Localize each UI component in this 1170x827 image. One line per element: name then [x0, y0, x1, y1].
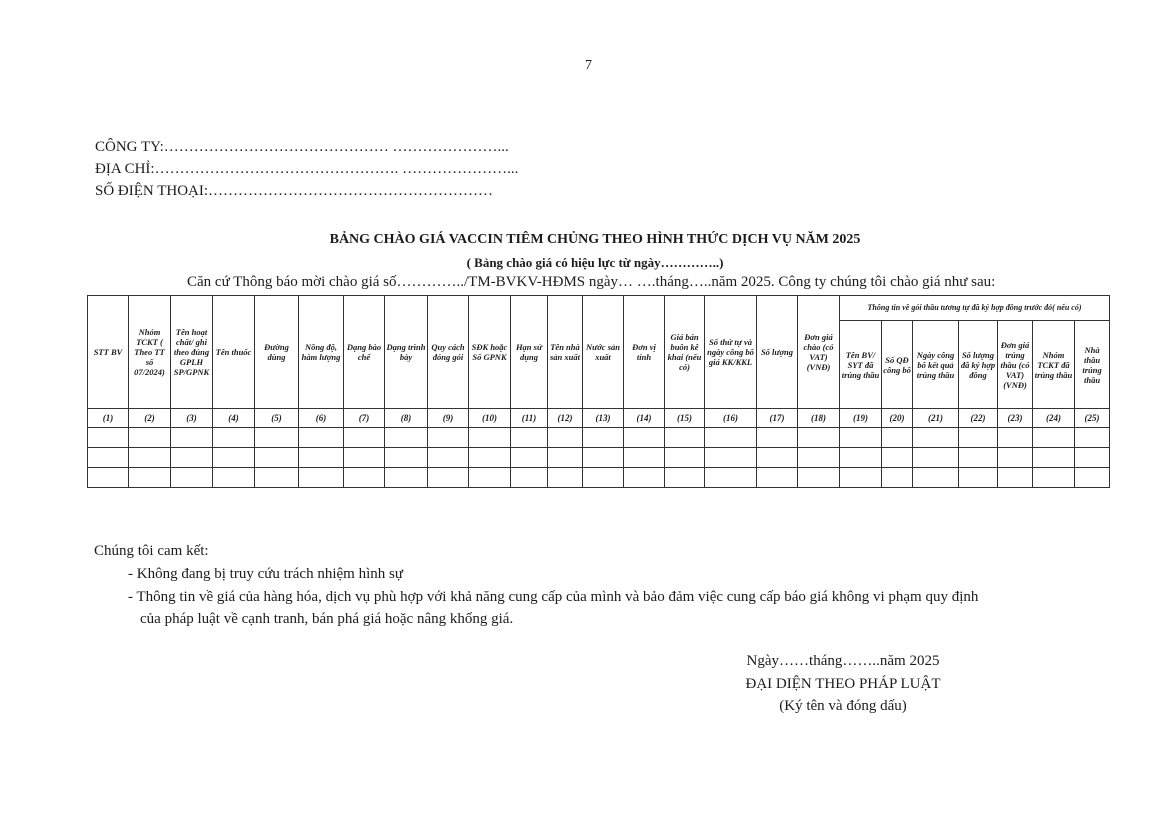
column-number-cell: (13) — [583, 409, 624, 428]
table-cell — [511, 468, 548, 488]
table-cell — [171, 448, 213, 468]
table-cell — [511, 448, 548, 468]
table-cell — [913, 428, 959, 448]
table-cell — [299, 448, 344, 468]
commitment-item-continuation: của pháp luật về cạnh tranh, bán phá giá hoặc nâng khống giá. — [140, 611, 514, 627]
header-cell: Giá bán buôn kê khai (nếu có) — [665, 296, 705, 409]
table-cell — [1075, 448, 1110, 468]
header-cell: Đơn giá chào (có VAT) (VNĐ) — [798, 296, 840, 409]
table-cell — [757, 428, 798, 448]
table-cell — [624, 448, 665, 468]
table-cell — [469, 448, 511, 468]
column-number-cell: (16) — [705, 409, 757, 428]
header-cell: Tên hoạt chất/ ghi theo đúng GPLH SP/GPNK — [171, 296, 213, 409]
table-cell — [840, 448, 882, 468]
table-cell — [705, 428, 757, 448]
header-cell: Số thứ tự và ngày công bố giá KK/KKL — [705, 296, 757, 409]
table-cell — [913, 448, 959, 468]
table-cell — [665, 468, 705, 488]
page-number: 7 — [585, 58, 592, 73]
company-phone-line: SỐ ĐIỆN THOẠI:………………………………………………… — [95, 183, 494, 199]
column-number-cell: (7) — [344, 409, 385, 428]
table-row — [88, 428, 1110, 448]
table-cell — [998, 448, 1033, 468]
table-cell — [428, 448, 469, 468]
table-cell — [385, 468, 428, 488]
commitment-item: - Không đang bị truy cứu trách nhiệm hình sự — [128, 566, 403, 582]
signature-date-line: Ngày……tháng……..năm 2025 — [746, 653, 940, 669]
column-number-cell: (11) — [511, 409, 548, 428]
column-number-cell: (4) — [213, 409, 255, 428]
table-cell — [213, 448, 255, 468]
commitment-title: Chúng tôi cam kết: — [94, 543, 209, 559]
table-cell — [998, 468, 1033, 488]
column-number-cell: (12) — [548, 409, 583, 428]
table-cell — [255, 468, 299, 488]
table-cell — [255, 448, 299, 468]
signature-note: (Ký tên và đóng dấu) — [779, 698, 907, 714]
price-quote-table — [87, 295, 1110, 488]
column-number-cell: (24) — [1033, 409, 1075, 428]
table-cell — [299, 428, 344, 448]
table-cell — [171, 468, 213, 488]
header-cell: Nồng độ, hàm lượng — [299, 296, 344, 409]
table-cell — [882, 468, 913, 488]
column-number-cell: (25) — [1075, 409, 1110, 428]
header-cell: Quy cách đóng gói — [428, 296, 469, 409]
table-cell — [959, 428, 998, 448]
table-cell — [171, 428, 213, 448]
table-cell — [583, 428, 624, 448]
table-cell — [583, 448, 624, 468]
table-cell — [1033, 468, 1075, 488]
table-cell — [624, 468, 665, 488]
column-number-cell: (6) — [299, 409, 344, 428]
header-cell: Số lượng — [757, 296, 798, 409]
column-number-cell: (2) — [129, 409, 171, 428]
header-cell: Dạng bào chế — [344, 296, 385, 409]
basis-statement: Căn cứ Thông báo mời chào giá số…………../TM-BVKV-HĐMS ngày… ….tháng…..năm 2025. Công ty chúng tôi chào giá như sau: — [187, 274, 996, 290]
commitment-item: - Thông tin về giá của hàng hóa, dịch vụ phù hợp với khả năng cung cấp của mình và bảo đảm việc cung cấp báo giá không vi phạm quy định — [128, 589, 979, 605]
company-address-line: ĐỊA CHỈ:…………………………………………. …………………... — [95, 161, 519, 177]
table-cell — [469, 428, 511, 448]
table-cell — [1033, 428, 1075, 448]
header-cell: Số QĐ công bố — [882, 321, 913, 409]
header-cell: Dạng trình bày — [385, 296, 428, 409]
table-cell — [344, 468, 385, 488]
column-number-cell: (19) — [840, 409, 882, 428]
header-cell: Ngày công bố kết quả trúng thầu — [913, 321, 959, 409]
column-number-cell: (22) — [959, 409, 998, 428]
table-cell — [1075, 428, 1110, 448]
table-cell — [840, 468, 882, 488]
document-title: BẢNG CHÀO GIÁ VACCIN TIÊM CHỦNG THEO HÌNH THỨC DỊCH VỤ NĂM 2025 — [329, 232, 861, 247]
column-number-cell: (14) — [624, 409, 665, 428]
header-cell: SĐK hoặc Số GPNK — [469, 296, 511, 409]
table-cell — [913, 468, 959, 488]
header-cell: Nhóm TCKT đã trúng thầu — [1033, 321, 1075, 409]
table-cell — [213, 428, 255, 448]
table-cell — [88, 448, 129, 468]
table-cell — [1033, 448, 1075, 468]
table-cell — [129, 428, 171, 448]
table-row — [88, 468, 1110, 488]
document-subtitle: ( Bảng chào giá có hiệu lực từ ngày…………..) — [466, 255, 724, 270]
header-cell: Tên thuốc — [213, 296, 255, 409]
column-number-cell: (5) — [255, 409, 299, 428]
column-number-cell: (3) — [171, 409, 213, 428]
column-number-row — [88, 409, 1110, 428]
table-cell — [385, 428, 428, 448]
table-cell — [469, 468, 511, 488]
header-cell: STT BV — [88, 296, 129, 409]
signature-title: ĐẠI DIỆN THEO PHÁP LUẬT — [745, 676, 941, 692]
table-cell — [757, 448, 798, 468]
table-cell — [428, 468, 469, 488]
header-cell: Số lượng đã ký hợp đồng — [959, 321, 998, 409]
table-cell — [665, 428, 705, 448]
table-cell — [998, 428, 1033, 448]
header-cell: Nước sản xuất — [583, 296, 624, 409]
table-cell — [548, 468, 583, 488]
column-number-cell: (9) — [428, 409, 469, 428]
table-cell — [255, 428, 299, 448]
company-name-line: CÔNG TY:……………………………………… …………………... — [95, 139, 509, 155]
table-cell — [840, 428, 882, 448]
table-cell — [705, 448, 757, 468]
table-cell — [88, 428, 129, 448]
table-cell — [129, 468, 171, 488]
table-cell — [511, 428, 548, 448]
table-cell — [88, 468, 129, 488]
table-cell — [882, 428, 913, 448]
table-row — [88, 448, 1110, 468]
header-cell: Hạn sử dụng — [511, 296, 548, 409]
column-number-cell: (20) — [882, 409, 913, 428]
table-cell — [129, 448, 171, 468]
table-cell — [798, 428, 840, 448]
table-cell — [665, 448, 705, 468]
table-cell — [959, 468, 998, 488]
column-number-cell: (18) — [798, 409, 840, 428]
header-cell: Nhóm TCKT ( Theo TT số 07/2024) — [129, 296, 171, 409]
table-cell — [428, 428, 469, 448]
table-cell — [1075, 468, 1110, 488]
price-quote-table-container — [87, 295, 1110, 488]
header-cell: Tên nhà sản xuất — [548, 296, 583, 409]
table-cell — [385, 448, 428, 468]
table-cell — [213, 468, 255, 488]
header-cell: Đường dùng — [255, 296, 299, 409]
blank-rows — [88, 428, 1110, 488]
group-header-cell: Thông tin về gói thầu tương tự đã ký hợp đồng trước đó( nếu có) — [840, 296, 1110, 321]
column-number-cell: (17) — [757, 409, 798, 428]
company-info-block — [95, 136, 518, 202]
table-cell — [757, 468, 798, 488]
column-number-cell: (15) — [665, 409, 705, 428]
column-number-cell: (8) — [385, 409, 428, 428]
column-number-cell: (23) — [998, 409, 1033, 428]
column-number-cell: (1) — [88, 409, 129, 428]
table-cell — [959, 448, 998, 468]
table-cell — [798, 448, 840, 468]
table-cell — [344, 448, 385, 468]
header-cell: Tên BV/ SYT đã trúng thầu — [840, 321, 882, 409]
table-cell — [299, 468, 344, 488]
table-cell — [882, 448, 913, 468]
header-cell: Đơn vị tính — [624, 296, 665, 409]
table-cell — [548, 428, 583, 448]
table-cell — [583, 468, 624, 488]
header-cell: Đơn giá trúng thầu (có VAT) (VNĐ) — [998, 321, 1033, 409]
column-number-cell: (10) — [469, 409, 511, 428]
table-cell — [705, 468, 757, 488]
table-cell — [344, 428, 385, 448]
table-cell — [548, 448, 583, 468]
table-cell — [624, 428, 665, 448]
column-number-cell: (21) — [913, 409, 959, 428]
header-cell: Nhà thầu trúng thầu — [1075, 321, 1110, 409]
table-cell — [798, 468, 840, 488]
